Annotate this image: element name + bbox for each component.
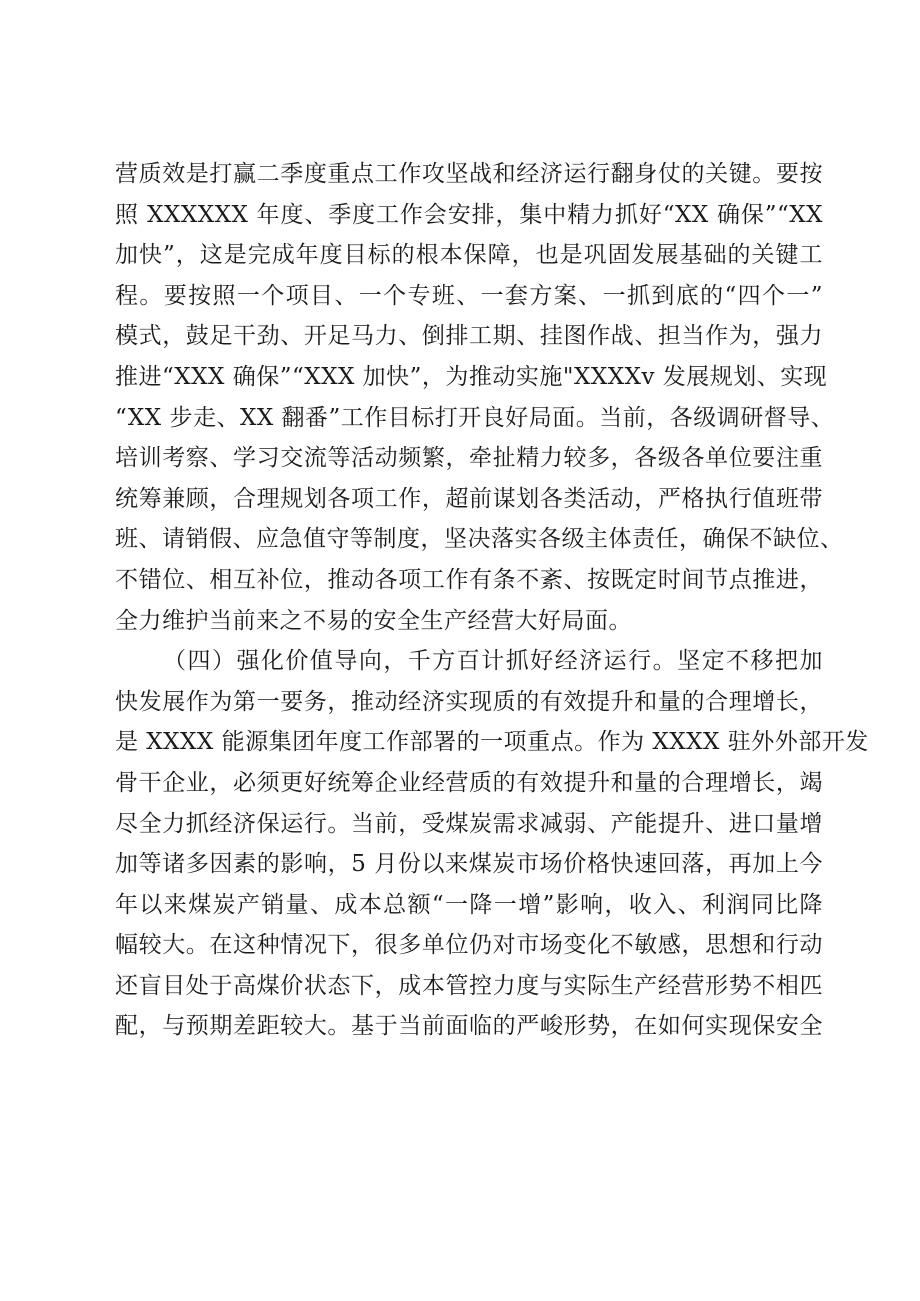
text-line: 统筹兼顾，合理规划各项工作，超前谋划各类活动，严格执行值班带 [115, 485, 823, 512]
body-text [115, 154, 869, 1047]
text-line: 加快”，这是完成年度目标的根本保障，也是巩固发展基础的关键工 [115, 242, 823, 269]
text-line: 快发展作为第一要务，推动经济实现质的有效提升和量的合理增长， [115, 688, 823, 715]
text-line: 程。要按照一个项目、一个专班、一套方案、一抓到底的“四个一” [115, 282, 823, 309]
paragraph-2 [115, 641, 869, 1047]
text-line: 全力维护当前来之不易的安全生产经营大好局面。 [115, 607, 632, 634]
text-line: “XX 步走、XX 翻番”工作目标打开良好局面。当前，各级调研督导、 [115, 404, 835, 431]
text-line: 营质效是打赢二季度重点工作攻坚战和经济运行翻身仗的关键。要按 [115, 161, 823, 187]
text-line: 骨干企业，必须更好统筹企业经营质的有效提升和量的合理增长，竭 [115, 769, 823, 796]
text-line: 是 XXXX 能源集团年度工作部署的一项重点。作为 XXXX 驻外外部开发 [115, 729, 869, 756]
text-line: 培训考察、学习交流等活动频繁，牵扯精力较多，各级各单位要注重 [115, 445, 823, 472]
text-line: （四）强化价值导向，千方百计抓好经济运行。坚定不移把加 [163, 648, 823, 675]
text-line: 加等诸多因素的影响，5 月份以来煤炭市场价格快速回落，再加上今 [115, 851, 823, 878]
text-line: 幅较大。在这种情况下，很多单位仍对市场变化不敏感，思想和行动 [115, 932, 823, 959]
text-line: 照 XXXXXX 年度、季度工作会安排，集中精力抓好“XX 确保”“XX [115, 201, 823, 228]
text-line: 模式，鼓足干劲、开足马力、倒排工期、挂图作战、担当作为，强力 [115, 323, 823, 350]
text-line: 还盲目处于高煤价状态下，成本管控力度与实际生产经营形势不相匹 [115, 972, 823, 999]
text-line: 推进“XXX 确保”“XXX 加快”，为推动实施"XXXXv 发展规划、实现 [115, 363, 828, 390]
text-line: 尽全力抓经济保运行。当前，受煤炭需求减弱、产能提升、进口量增 [115, 810, 823, 837]
paragraph-1 [115, 154, 844, 641]
text-line: 年以来煤炭产销量、成本总额“一降一增”影响，收入、利润同比降 [115, 891, 823, 918]
text-line: 配，与预期差距较大。基于当前面临的严峻形势，在如何实现保安全 [115, 1013, 823, 1040]
text-line: 班、请销假、应急值守等制度，坚决落实各级主体责任，确保不缺位、 [115, 526, 844, 553]
text-line: 不错位、相互补位，推动各项工作有条不紊、按既定时间节点推进， [115, 566, 823, 593]
